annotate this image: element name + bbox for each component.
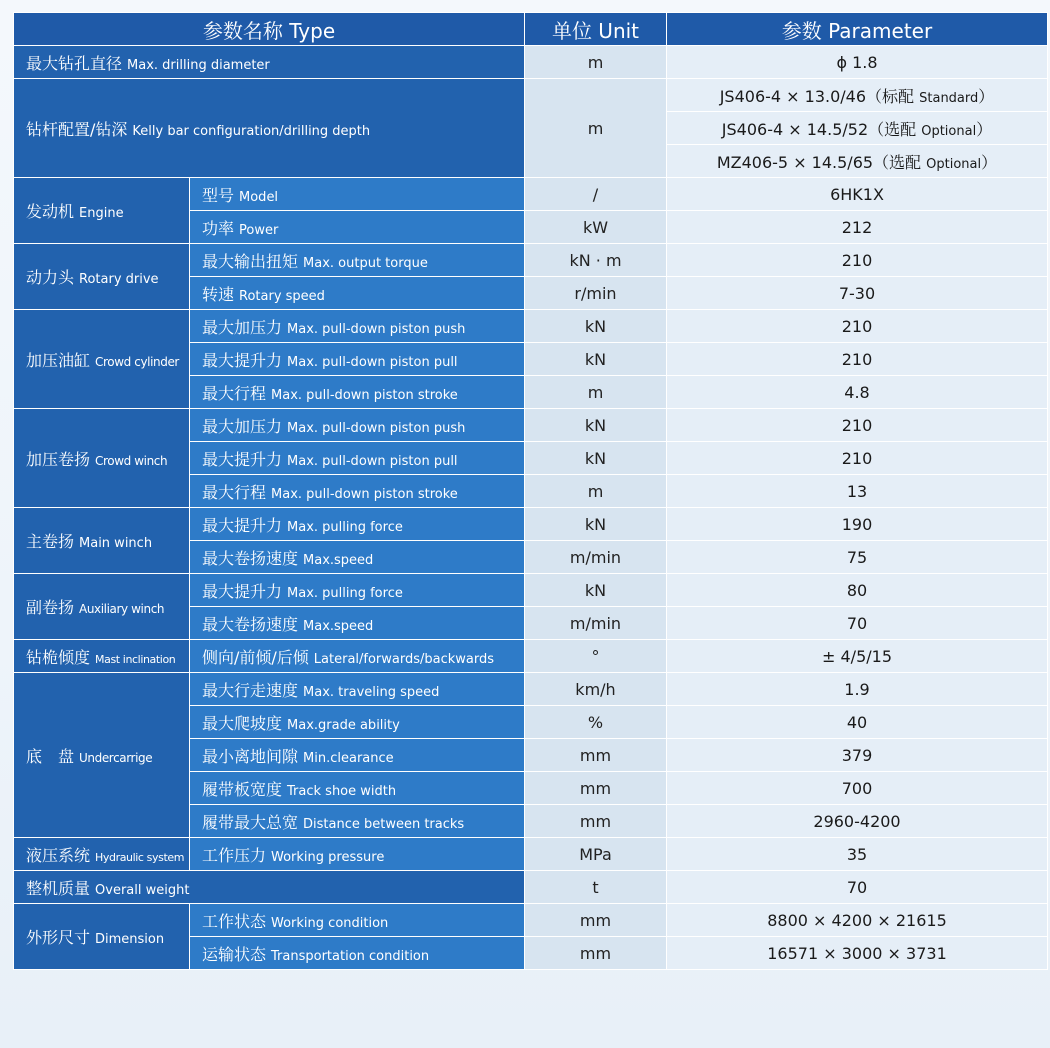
- sub-label: [190, 508, 525, 541]
- value-cell: ϕ 1.8: [667, 46, 1048, 79]
- sub-label: [190, 937, 525, 970]
- unit-cell: r/min: [525, 277, 667, 310]
- sub-label: [190, 178, 525, 211]
- sub-label: [190, 409, 525, 442]
- label-cn: 最大爬坡度: [202, 713, 283, 733]
- label-en: Undercarrige: [79, 750, 153, 765]
- value-cell: 700: [667, 772, 1048, 805]
- table-row: [14, 871, 1048, 904]
- label-cn: 底 盘: [26, 746, 75, 766]
- value-note: Optional: [926, 156, 982, 172]
- sub-label: [190, 739, 525, 772]
- label-en: Max. pull-down piston stroke: [271, 486, 458, 502]
- sub-label: [190, 475, 525, 508]
- label-en: Working pressure: [271, 849, 385, 865]
- unit-cell: kN: [525, 574, 667, 607]
- unit-cell: kN: [525, 508, 667, 541]
- value-end: ）: [981, 152, 998, 172]
- table-row: [14, 178, 1048, 211]
- table-row: [14, 838, 1048, 871]
- unit-cell: t: [525, 871, 667, 904]
- value-cell: 80: [667, 574, 1048, 607]
- value-cell: [667, 79, 1048, 112]
- label-en: Transportation condition: [271, 948, 430, 964]
- label-en: Rotary speed: [239, 288, 325, 304]
- sub-label: [190, 211, 525, 244]
- spec-table: [13, 12, 1048, 970]
- label-cn: 最大行程: [202, 482, 267, 502]
- label-en: Crowd winch: [95, 453, 168, 468]
- label-en: Max. traveling speed: [303, 684, 440, 700]
- row-label: [14, 79, 525, 178]
- value-main: MZ406-5 × 14.5/65（选配: [716, 152, 927, 172]
- value-cell: 7-30: [667, 277, 1048, 310]
- unit-cell: kW: [525, 211, 667, 244]
- unit-cell: km/h: [525, 673, 667, 706]
- label-cn: 动力头: [26, 268, 75, 287]
- label-en: Auxiliary winch: [79, 602, 165, 616]
- value-main: JS406-4 × 13.0/46（标配: [719, 86, 920, 106]
- header-parameter: 参数 Parameter: [667, 13, 1048, 46]
- unit-cell: kN: [525, 310, 667, 343]
- value-cell: 2960-4200: [667, 805, 1048, 838]
- sub-label: [190, 640, 525, 673]
- unit-cell: kN: [525, 442, 667, 475]
- value-cell: 70: [667, 871, 1048, 904]
- label-cn: 外形尺寸: [26, 928, 91, 947]
- unit-cell: °: [525, 640, 667, 673]
- label-en: Main winch: [79, 536, 153, 551]
- sub-label: [190, 244, 525, 277]
- label-cn: 最大提升力: [202, 449, 283, 469]
- value-cell: 210: [667, 442, 1048, 475]
- label-en: Max.speed: [303, 552, 374, 568]
- label-cn: 最大行程: [202, 383, 267, 403]
- label-cn: 履带板宽度: [202, 779, 283, 799]
- sub-label: [190, 442, 525, 475]
- label-en: Working condition: [271, 915, 389, 931]
- table-row: [14, 310, 1048, 343]
- value-end: ）: [976, 119, 993, 139]
- label-cn: 履带最大总宽: [202, 812, 299, 832]
- label-cn: 主卷扬: [26, 532, 75, 551]
- label-en: Engine: [79, 206, 124, 221]
- header-unit: 单位 Unit: [525, 13, 667, 46]
- label-en: Max. output torque: [303, 255, 428, 271]
- label-cn: 最大卷扬速度: [202, 548, 299, 568]
- label-en: Max. pull-down piston push: [287, 420, 466, 436]
- label-en: Max. pull-down piston stroke: [271, 387, 458, 403]
- unit-cell: mm: [525, 904, 667, 937]
- value-cell: 75: [667, 541, 1048, 574]
- table-row: [14, 244, 1048, 277]
- sub-label: [190, 541, 525, 574]
- label-en: Min.clearance: [303, 750, 394, 766]
- label-en: Max. pulling force: [287, 585, 403, 601]
- label-cn: 钻杆配置/钻深: [26, 119, 128, 139]
- label-cn: 工作状态: [202, 911, 267, 931]
- label-cn: 最大卷扬速度: [202, 614, 299, 634]
- unit-cell: mm: [525, 772, 667, 805]
- table-row: [14, 673, 1048, 706]
- unit-cell: mm: [525, 739, 667, 772]
- sub-label: [190, 706, 525, 739]
- label-en: Rotary drive: [79, 272, 159, 287]
- label-cn: 液压系统: [26, 845, 91, 865]
- label-en: Mast inclination: [95, 652, 176, 666]
- unit-cell: /: [525, 178, 667, 211]
- value-cell: 35: [667, 838, 1048, 871]
- sub-label: [190, 904, 525, 937]
- unit-cell: %: [525, 706, 667, 739]
- label-en: Crowd cylinder: [95, 354, 179, 369]
- header-type: 参数名称 Type: [14, 13, 525, 46]
- label-cn: 转速: [202, 284, 235, 304]
- value-cell: 40: [667, 706, 1048, 739]
- sub-label: [190, 574, 525, 607]
- label-cn: 最大提升力: [202, 515, 283, 535]
- group-label: [14, 310, 190, 409]
- value-note: Optional: [921, 123, 977, 139]
- group-label: [14, 640, 190, 673]
- group-label: [14, 508, 190, 574]
- label-en: Max.speed: [303, 618, 374, 634]
- sub-label: [190, 343, 525, 376]
- value-cell: 16571 × 3000 × 3731: [667, 937, 1048, 970]
- label-cn: 最大加压力: [202, 317, 283, 337]
- label-en: Lateral/forwards/backwards: [313, 651, 495, 667]
- label-en: Max. pulling force: [287, 519, 403, 535]
- label-cn: 型号: [202, 185, 235, 205]
- value-cell: 210: [667, 310, 1048, 343]
- value-end: ）: [978, 86, 995, 106]
- label-en: Max. pull-down piston pull: [287, 354, 458, 370]
- label-en: Track shoe width: [287, 783, 397, 799]
- group-label: [14, 244, 190, 310]
- label-cn: 运输状态: [202, 944, 267, 964]
- label-en: Distance between tracks: [303, 816, 465, 832]
- label-cn: 整机质量: [26, 878, 91, 898]
- table-row: [14, 46, 1048, 79]
- value-cell: 210: [667, 343, 1048, 376]
- unit-cell: m/min: [525, 607, 667, 640]
- value-cell: 190: [667, 508, 1048, 541]
- label-cn: 加压油缸: [26, 350, 91, 370]
- value-cell: 379: [667, 739, 1048, 772]
- label-cn: 最大提升力: [202, 581, 283, 601]
- value-cell: 8800 × 4200 × 21615: [667, 904, 1048, 937]
- unit-cell: kN: [525, 409, 667, 442]
- value-cell: 1.9: [667, 673, 1048, 706]
- value-cell: 6HK1X: [667, 178, 1048, 211]
- unit-cell: kN · m: [525, 244, 667, 277]
- label-en: Overall weight: [95, 882, 190, 898]
- unit-cell: mm: [525, 937, 667, 970]
- label-en: Model: [239, 189, 279, 205]
- value-cell: 210: [667, 244, 1048, 277]
- unit-cell: m: [525, 376, 667, 409]
- header-row: [14, 13, 1048, 46]
- label-en: Max. pull-down piston push: [287, 321, 466, 337]
- label-cn: 最大输出扭矩: [202, 251, 299, 271]
- label-cn: 加压卷扬: [26, 449, 91, 469]
- group-label: [14, 673, 190, 838]
- value-note: Standard: [919, 90, 979, 106]
- label-cn: 侧向/前倾/后倾: [202, 647, 309, 667]
- sub-label: [190, 805, 525, 838]
- table-row: [14, 640, 1048, 673]
- label-en: Dimension: [95, 932, 165, 947]
- unit-cell: m: [525, 46, 667, 79]
- group-label: [14, 838, 190, 871]
- sub-label: [190, 607, 525, 640]
- table-row: [14, 79, 1048, 112]
- sub-label: [190, 673, 525, 706]
- label-en: Max.grade ability: [287, 717, 400, 733]
- label-en: Kelly bar configuration/drilling depth: [132, 123, 371, 139]
- label-cn: 最大钻孔直径: [26, 53, 123, 73]
- sub-label: [190, 772, 525, 805]
- label-cn: 钻桅倾度: [26, 647, 91, 667]
- value-cell: 4.8: [667, 376, 1048, 409]
- unit-cell: m/min: [525, 541, 667, 574]
- label-en: Power: [239, 222, 279, 238]
- group-label: [14, 178, 190, 244]
- unit-cell: m: [525, 475, 667, 508]
- value-cell: 212: [667, 211, 1048, 244]
- label-cn: 最大提升力: [202, 350, 283, 370]
- table-row: [14, 508, 1048, 541]
- sub-label: [190, 277, 525, 310]
- label-cn: 功率: [202, 218, 235, 238]
- unit-cell: mm: [525, 805, 667, 838]
- value-cell: 210: [667, 409, 1048, 442]
- label-cn: 最大加压力: [202, 416, 283, 436]
- table-row: [14, 409, 1048, 442]
- group-label: [14, 409, 190, 508]
- label-cn: 最小离地间隙: [202, 746, 299, 766]
- table-row: [14, 574, 1048, 607]
- group-label: [14, 904, 190, 970]
- row-label: [14, 46, 525, 79]
- sub-label: [190, 310, 525, 343]
- sub-label: [190, 376, 525, 409]
- value-cell: 13: [667, 475, 1048, 508]
- sub-label: [190, 838, 525, 871]
- unit-cell: kN: [525, 343, 667, 376]
- value-cell: [667, 145, 1048, 178]
- unit-cell: m: [525, 79, 667, 178]
- label-en: Max. pull-down piston pull: [287, 453, 458, 469]
- group-label: [14, 574, 190, 640]
- row-label: [14, 871, 525, 904]
- label-en: Hydraulic system: [95, 850, 185, 864]
- value-cell: 70: [667, 607, 1048, 640]
- label-en: Max. drilling diameter: [127, 57, 270, 73]
- unit-cell: MPa: [525, 838, 667, 871]
- label-cn: 最大行走速度: [202, 680, 299, 700]
- label-cn: 工作压力: [202, 845, 267, 865]
- value-main: JS406-4 × 14.5/52（选配: [721, 119, 922, 139]
- label-cn: 发动机: [26, 202, 75, 221]
- value-cell: ± 4/5/15: [667, 640, 1048, 673]
- label-cn: 副卷扬: [26, 598, 75, 617]
- value-cell: [667, 112, 1048, 145]
- table-row: [14, 904, 1048, 937]
